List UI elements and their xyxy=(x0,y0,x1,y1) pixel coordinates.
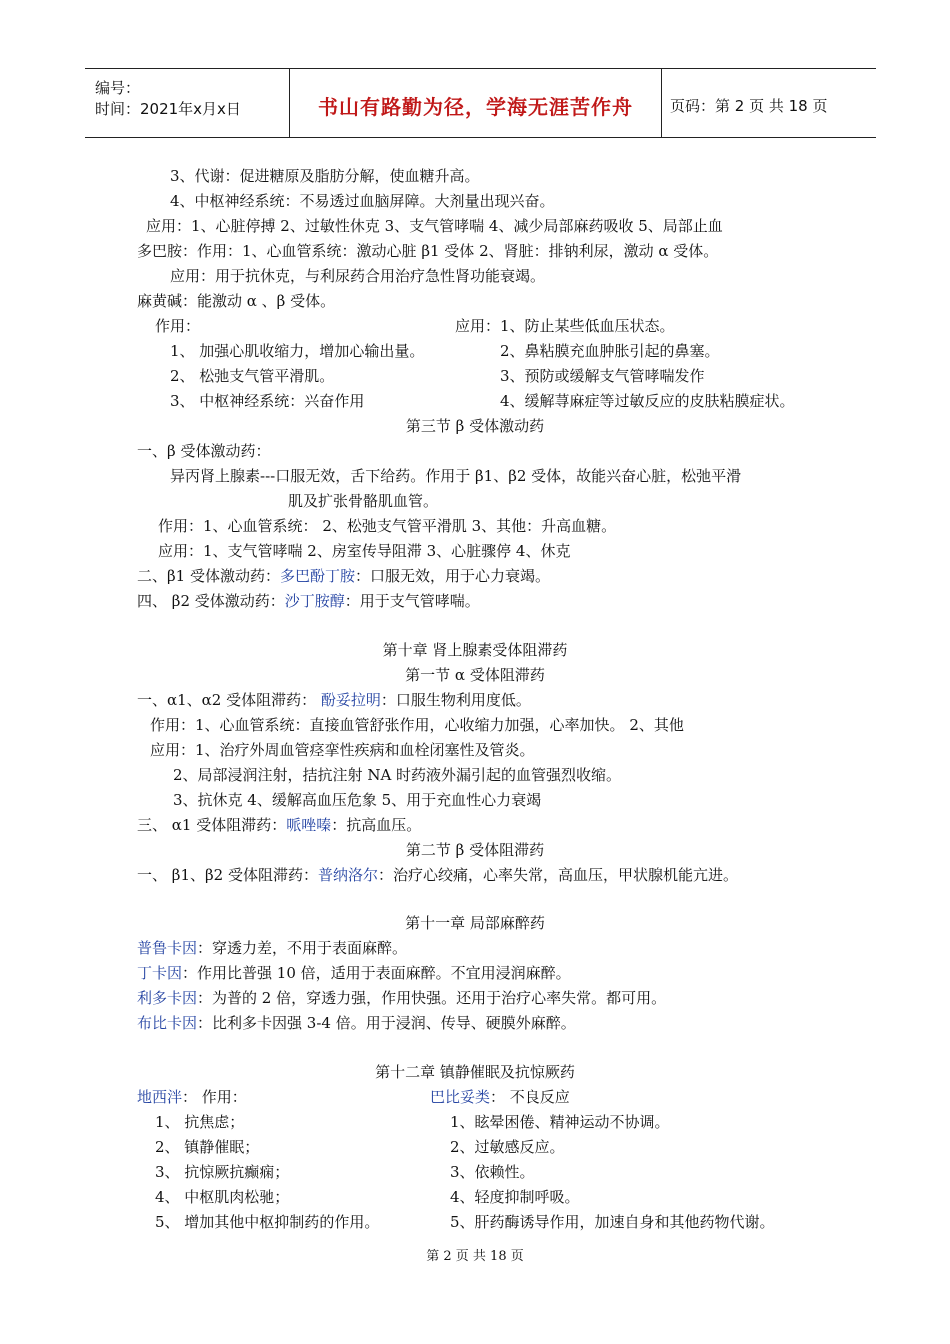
text-line xyxy=(137,988,666,1008)
text-segment: ：用于支气管哮喘。 xyxy=(344,592,480,610)
text-segment: 四、 β2 受体激动药： xyxy=(137,592,285,610)
text-segment: ：穿透力差，不用于表面麻醉。 xyxy=(197,939,408,957)
text-line: 2、过敏感反应。 xyxy=(450,1138,565,1156)
text-line: 2、 镇静催眠； xyxy=(155,1138,260,1156)
drug-name: 丁卡因 xyxy=(137,964,183,982)
text-line: 4、中枢神经系统：不易透过血脑屏障。大剂量出现兴奋。 xyxy=(170,192,555,210)
text-line xyxy=(137,1087,247,1107)
text-segment: ：抗高血压。 xyxy=(331,816,422,834)
chapter-heading: 第十二章 镇静催眠及抗惊厥药 xyxy=(375,1063,575,1081)
text-segment: 三、 α1 受体阻滞药： xyxy=(137,816,287,834)
text-segment: 一、α1、α2 受体阻滞药： xyxy=(137,691,321,709)
text-line: 应用：用于抗休克，与利尿药合用治疗急性肾功能衰竭。 xyxy=(170,267,546,285)
text-line: 1、 抗焦虑； xyxy=(155,1113,245,1131)
time-label: 时间：2021年x月x日 xyxy=(95,100,241,118)
text-line xyxy=(137,591,480,611)
text-line: 作用：1、心血管系统： 2、松弛支气管平滑肌 3、其他：升高血糖。 xyxy=(158,517,617,535)
section-heading: 第一节 α 受体阻滞药 xyxy=(405,666,545,684)
text-line: 应用：1、心脏停搏 2、过敏性休克 3、支气管哮喘 4、减少局部麻药吸收 5、局部止血 xyxy=(146,217,723,235)
text-line: 3、依赖性。 xyxy=(450,1163,535,1181)
text-line xyxy=(137,963,571,983)
text-line xyxy=(430,1087,570,1107)
text-line xyxy=(137,690,531,710)
drug-name: 普纳洛尔 xyxy=(317,866,378,884)
text-line: 应用：1、防止某些低血压状态。 xyxy=(455,317,675,335)
text-line: 异丙肾上腺素---口服无效，舌下给药。作用于 β1、β2 受体，故能兴奋心脏，松弛平滑 xyxy=(170,467,742,485)
text-line xyxy=(137,938,407,958)
header-meta-cell xyxy=(85,69,290,137)
chapter-heading: 第十章 肾上腺素受体阻滞药 xyxy=(382,641,568,659)
text-segment: ：比利多卡因强 3-4 倍。用于浸润、传导、硬膜外麻醉。 xyxy=(197,1014,576,1032)
text-segment: ： 作用： xyxy=(182,1088,247,1106)
text-line: 2、局部浸润注射，拮抗注射 NA 时药液外漏引起的血管强烈收缩。 xyxy=(173,766,622,784)
drug-name: 布比卡因 xyxy=(137,1014,198,1032)
page-header xyxy=(85,68,876,138)
drug-name: 多巴酚丁胺 xyxy=(279,567,355,585)
text-line: 作用： xyxy=(155,317,201,335)
page-footer: 第 2 页 共 18 页 xyxy=(426,1249,524,1264)
text-segment: ： 不良反应 xyxy=(490,1088,570,1106)
chapter-heading: 第十一章 局部麻醉药 xyxy=(405,914,545,932)
text-line: 3、 抗惊厥抗癫痫； xyxy=(155,1163,290,1181)
drug-name: 沙丁胺醇 xyxy=(284,592,345,610)
header-page-cell xyxy=(662,69,876,137)
section-heading: 第三节 β 受体激动药 xyxy=(405,417,545,435)
drug-name: 酚妥拉明 xyxy=(320,691,381,709)
header-motto-cell xyxy=(290,69,662,137)
text-line: 4、缓解荨麻症等过敏反应的皮肤粘膜症状。 xyxy=(500,392,795,410)
section-heading: 第二节 β 受体阻滞药 xyxy=(405,841,545,859)
text-line: 5、肝药酶诱导作用，加速自身和其他药物代谢。 xyxy=(450,1213,775,1231)
text-line: 肌及扩张骨骼肌血管。 xyxy=(288,492,439,510)
text-line: 一、β 受体激动药： xyxy=(137,442,271,460)
text-line: 5、 增加其他中枢抑制药的作用。 xyxy=(155,1213,380,1231)
text-line xyxy=(137,865,738,885)
text-line: 3、预防或缓解支气管哮喘发作 xyxy=(500,367,705,385)
text-line: 2、鼻粘膜充血肿胀引起的鼻塞。 xyxy=(500,342,720,360)
text-line: 应用：1、治疗外周血管痉挛性疾病和血栓闭塞性及管炎。 xyxy=(150,741,535,759)
text-line: 4、轻度抑制呼吸。 xyxy=(450,1188,580,1206)
text-line: 应用：1、支气管哮喘 2、房室传导阻滞 3、心脏骤停 4、休克 xyxy=(158,542,571,560)
text-line xyxy=(137,815,421,835)
text-line: 3、 中枢神经系统：兴奋作用 xyxy=(170,392,365,410)
drug-name: 利多卡因 xyxy=(137,989,198,1007)
text-segment: ：为普的 2 倍，穿透力强，作用快强。还用于治疗心率失常。都可用。 xyxy=(197,989,667,1007)
text-line xyxy=(137,1013,576,1033)
text-line: 多巴胺：作用：1、心血管系统：激动心脏 β1 受体 2、肾脏：排钠利尿，激动 α 受体。 xyxy=(137,242,719,260)
text-line xyxy=(137,566,550,586)
page-label: 页码：第 2 页 共 18 页 xyxy=(670,97,828,115)
text-line: 麻黄碱：能激动 α 、β 受体。 xyxy=(137,292,336,310)
drug-name: 巴比妥类 xyxy=(430,1088,491,1106)
text-segment: ：治疗心绞痛，心率失常，高血压，甲状腺机能亢进。 xyxy=(377,866,738,884)
text-line: 1、眩晕困倦、精神运动不协调。 xyxy=(450,1113,670,1131)
text-line: 2、 松弛支气管平滑肌。 xyxy=(170,367,335,385)
text-segment: ：口服生物利用度低。 xyxy=(380,691,531,709)
text-line: 3、抗休克 4、缓解高血压危象 5、用于充血性心力衰竭 xyxy=(173,791,542,809)
text-line: 3、代谢：促进糖原及脂肪分解，使血糖升高。 xyxy=(170,167,480,185)
drug-name: 普鲁卡因 xyxy=(137,939,198,957)
text-segment: ：口服无效，用于心力衰竭。 xyxy=(355,567,551,585)
drug-name: 地西泮 xyxy=(137,1088,183,1106)
text-line: 1、 加强心肌收缩力，增加心输出量。 xyxy=(170,342,425,360)
drug-name: 哌唑嗪 xyxy=(286,816,332,834)
number-label: 编号： xyxy=(95,79,141,97)
text-line: 作用：1、心血管系统：直接血管舒张作用，心收缩力加强，心率加快。 2、其他 xyxy=(150,716,684,734)
text-segment: 一、 β1、β2 受体阻滞药： xyxy=(137,866,318,884)
text-segment: 二、β1 受体激动药： xyxy=(137,567,280,585)
motto: 书山有路勤为径，学海无涯苦作舟 xyxy=(318,95,633,119)
text-line: 4、 中枢肌肉松驰； xyxy=(155,1188,290,1206)
text-segment: ：作用比普强 10 倍，适用于表面麻醉。不宜用浸润麻醉。 xyxy=(182,964,571,982)
